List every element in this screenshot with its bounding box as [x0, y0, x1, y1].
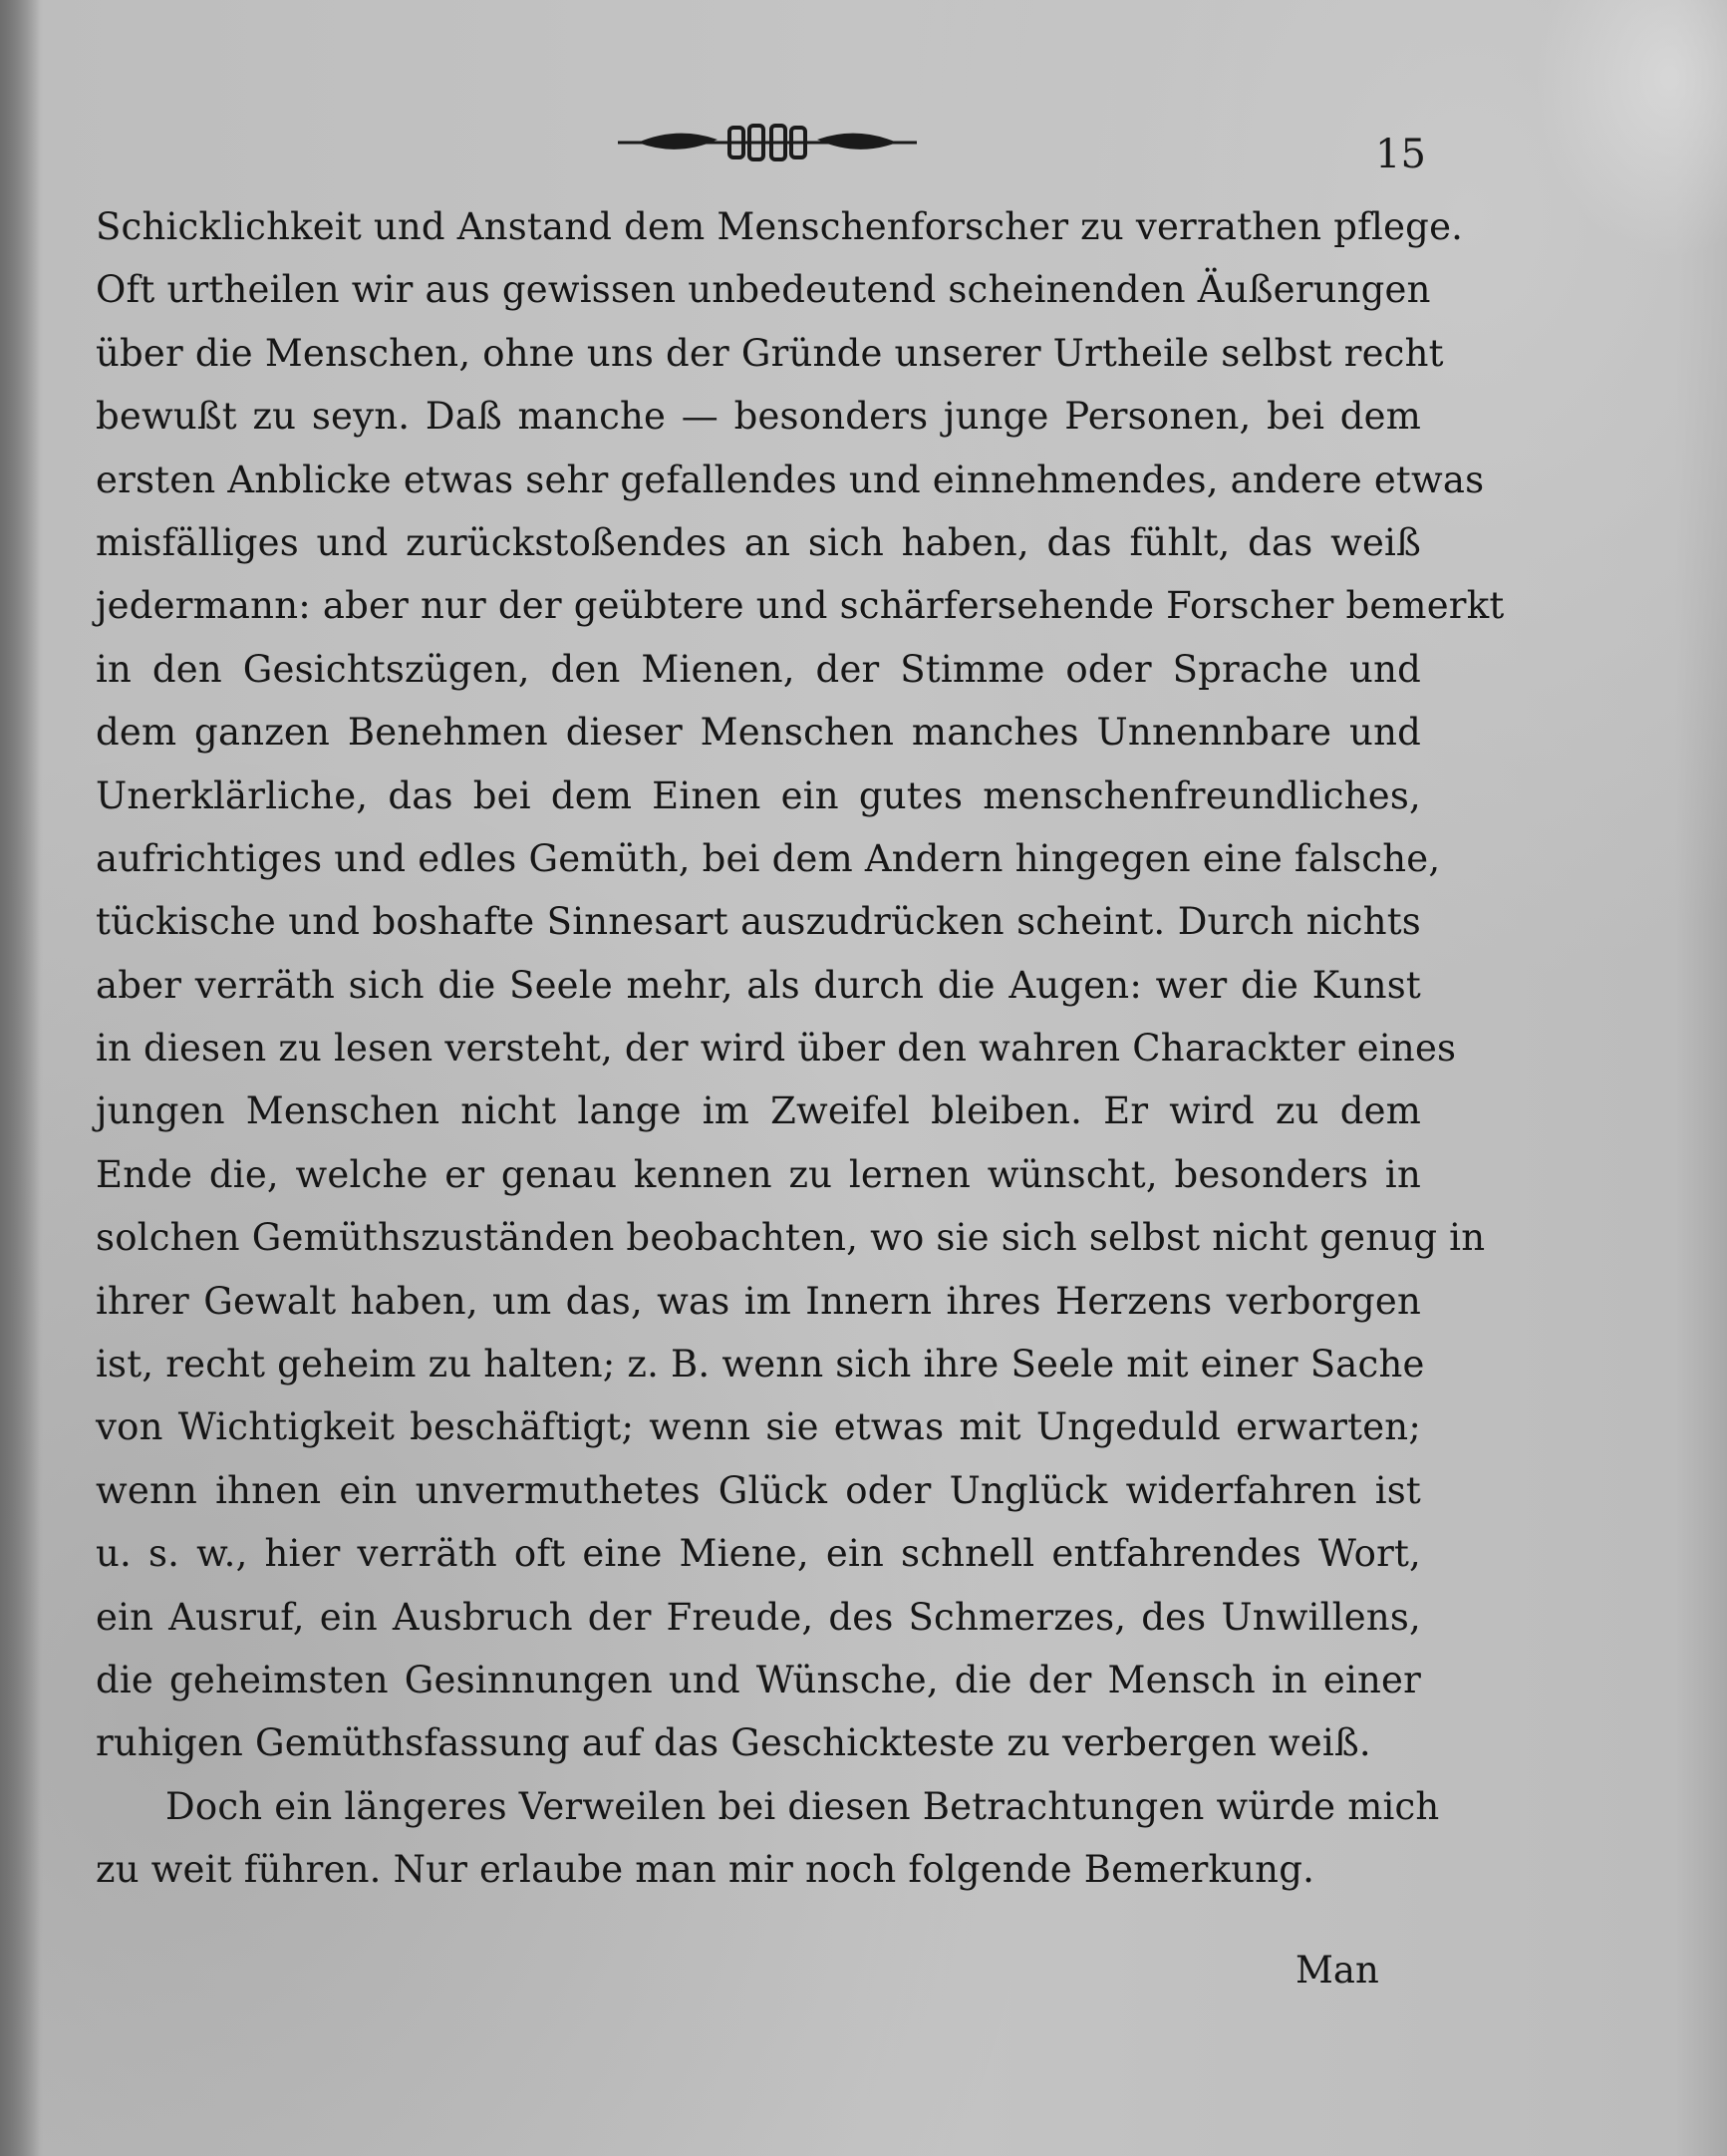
text-line: von Wichtigkeit beschäftigt; wenn sie etwas mit Ungeduld erwarten; [96, 1405, 1421, 1449]
text-line: bewußt zu seyn. Daß manche — besonders junge Personen, bei dem [96, 395, 1421, 439]
text-line: in diesen zu lesen versteht, der wird über den wahren Charackter eines [96, 1027, 1457, 1071]
text-line: ersten Anblicke etwas sehr gefallendes und einnehmendes, andere etwas [96, 458, 1485, 501]
gutter-shadow [0, 0, 40, 2156]
text-line: jungen Menschen nicht lange im Zweifel bleiben. Er wird zu dem [96, 1089, 1421, 1133]
text-line: solchen Gemüthszuständen beobachten, wo sie sich selbst nicht genug in [96, 1216, 1486, 1260]
text-line: die geheimsten Gesinnungen und Wünsche, die der Mensch in einer [96, 1658, 1421, 1701]
header-ornament-icon [618, 118, 917, 167]
text-line: Ende die, welche er genau kennen zu lernen wünscht, besonders in [96, 1152, 1421, 1196]
text-line: aufrichtiges und edles Gemüth, bei dem Andern hingegen eine falsche, [96, 836, 1441, 880]
paper-stain [1535, 0, 1727, 259]
text-line: über die Menschen, ohne uns der Gründe unserer Urtheile selbst recht [96, 331, 1444, 375]
body-text [96, 195, 1505, 1902]
text-line: tückische und boshafte Sinnesart auszudrücken scheint. Durch nichts [96, 900, 1421, 944]
text-line: Oft urtheilen wir aus gewissen unbedeutend scheinenden Äußerungen [96, 268, 1431, 312]
text-line: Doch ein längeres Verweilen bei diesen Betrachtungen würde mich [165, 1784, 1440, 1828]
text-line: misfälliges und zurückstoßendes an sich haben, das fühlt, das weiß [96, 520, 1421, 564]
catchword: Man [1295, 1949, 1379, 1992]
text-line: dem ganzen Benehmen dieser Menschen manches Unnennbare und [96, 711, 1421, 755]
text-line: zu weit führen. Nur erlaube man mir noch folgende Bemerkung. [96, 1848, 1315, 1892]
page-number: 15 [1375, 132, 1426, 177]
text-line: ein Ausruf, ein Ausbruch der Freude, des Schmerzes, des Unwillens, [96, 1595, 1421, 1639]
text-line: Unerklärliche, das bei dem Einen ein gutes menschenfreundliches, [96, 773, 1421, 817]
text-line: ist, recht geheim zu halten; z. B. wenn sich ihre Seele mit einer Sache [96, 1343, 1425, 1386]
text-line: wenn ihnen ein unvermuthetes Glück oder Unglück widerfahren ist [96, 1468, 1421, 1512]
text-line: u. s. w., hier verräth oft eine Miene, ein schnell entfahrendes Wort, [96, 1532, 1421, 1576]
text-line: in den Gesichtszügen, den Mienen, der Stimme oder Sprache und [96, 647, 1421, 691]
text-line: jedermann: aber nur der geübtere und schärfersehende Forscher bemerkt [96, 584, 1505, 628]
text-line: ihrer Gewalt haben, um das, was im Innern ihres Herzens verborgen [96, 1279, 1421, 1323]
text-line: ruhigen Gemüthsfassung auf das Geschickteste zu verbergen weiß. [96, 1721, 1371, 1765]
text-line: aber verräth sich die Seele mehr, als durch die Augen: wer die Kunst [96, 963, 1421, 1007]
text-line: Schicklichkeit und Anstand dem Menschenforscher zu verrathen pflege. [96, 205, 1464, 248]
